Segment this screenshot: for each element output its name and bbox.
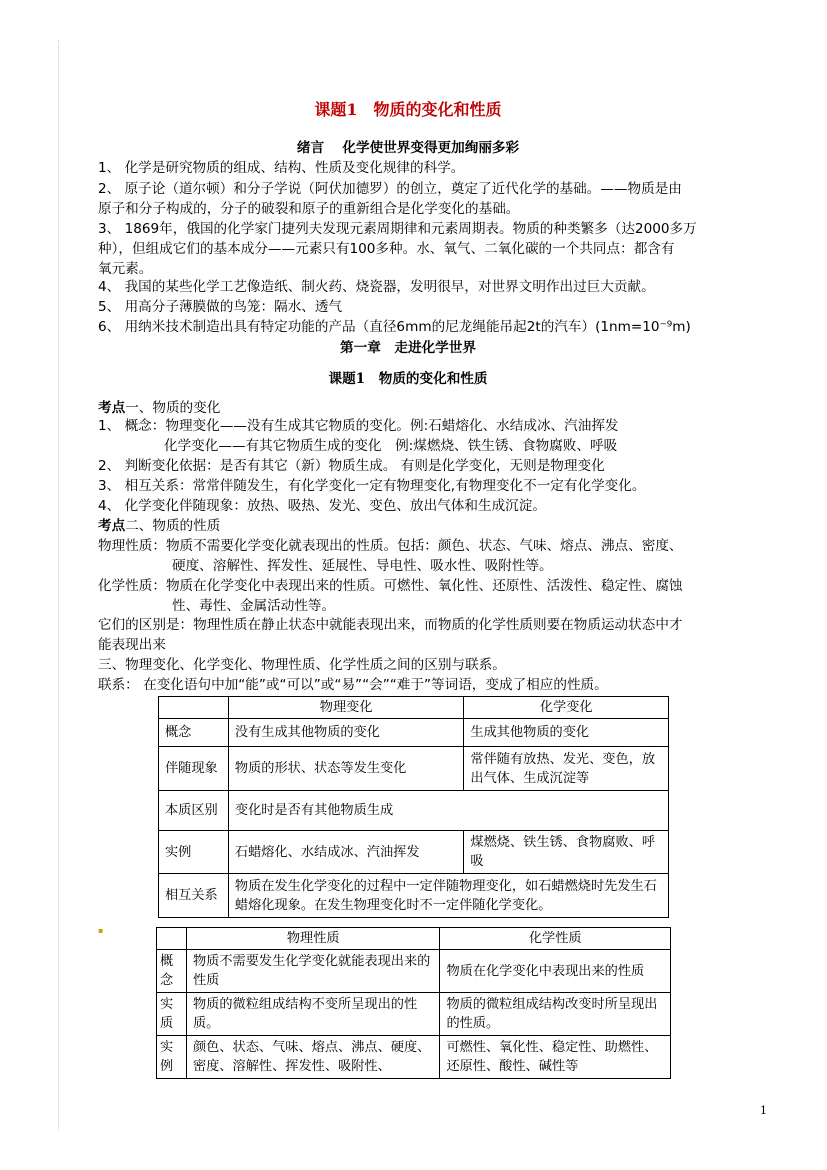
row-label: 实例 (159, 831, 229, 874)
table-header-row (157, 928, 671, 950)
intro-item: 1、 化学是研究物质的组成、结构、性质及变化规律的科学。 (98, 160, 465, 176)
physical-cell: 物质不需要发生化学变化就能表现出来的性质 (186, 950, 439, 993)
merged-cell: 物质在发生化学变化的过程中一定伴随物理变化，如石蜡燃烧时先发生石蜡熔化现象。在发生物理变化时不一定伴随化学变化。 (228, 874, 668, 918)
table-row (159, 874, 669, 918)
point1-heading (98, 398, 718, 418)
table-row (157, 993, 671, 1036)
chemical-cell: 物质的微粒组成结构改变时所呈现出的性质。 (440, 993, 671, 1036)
row-label: 相互关系 (159, 874, 229, 918)
intro-item: 5、 用高分子薄膜做的鸟笼：隔水、透气 (98, 299, 343, 315)
table-row (159, 831, 669, 874)
point1-title: 一、物质的变化 (125, 400, 221, 416)
intro-item: 2、 原子论（道尔顿）和分子学说（阿伏加德罗）的创立，奠定了近代化学的基础。——物质是由 (98, 181, 682, 197)
chapter-heading: 第一章 走进化学世界 (340, 340, 476, 356)
row-label: 本质区别 (159, 791, 229, 831)
point2-title: 二、物质的性质 (125, 518, 221, 534)
point2-line: 三、物理变化、化学变化、物理性质、化学性质之间的区别与联系。 (98, 657, 506, 673)
chemical-cell: 煤燃烧、铁生锈、食物腐败、呼吸 (464, 831, 669, 874)
table-header-cell: 物理性质 (186, 928, 439, 950)
intro-item: 3、 1869年，俄国的化学家门捷列夫发现元素周期律和元素周期表。物质的种类繁多（达2000多万 (98, 221, 697, 237)
physical-cell: 没有生成其他物质的变化 (228, 719, 464, 747)
intro-item: 6、 用纳米技术制造出具有特定功能的产品（直径6mm的尼龙绳能吊起2t的汽车）(1nm=10⁻⁹m) (98, 319, 691, 335)
table-header-cell: 化学变化 (464, 697, 669, 719)
properties-table (156, 927, 671, 1079)
intro-item: 原子和分子构成的，分子的破裂和原子的重新组合是化学变化的基础。 (98, 201, 520, 217)
point1-line: 化学变化——有其它物质生成的变化 例:煤燃烧、铁生锈、食物腐败、呼吸 (164, 438, 618, 454)
margin-guide (58, 40, 59, 1130)
physical-cell: 物质的微粒组成结构不变所呈现出的性质。 (186, 993, 439, 1036)
chemical-cell: 可燃性、氧化性、稳定性、助燃性、还原性、酸性、碱性等 (440, 1036, 671, 1079)
point1-line: 2、 判断变化依据：是否有其它（新）物质生成。 有则是化学变化，无则是物理变化 (98, 458, 605, 474)
chemical-cell: 生成其他物质的变化 (464, 719, 669, 747)
row-label: 实质 (157, 993, 187, 1036)
merged-cell: 变化时是否有其他物质生成 (228, 791, 668, 831)
row-label: 概念 (159, 719, 229, 747)
row-label: 概念 (157, 950, 187, 993)
point1-label: 考点 (98, 400, 126, 416)
table-row (157, 950, 671, 993)
table-row (159, 719, 669, 747)
page-number: 1 (760, 1104, 767, 1117)
changes-table (158, 696, 669, 918)
point1-line: 4、 化学变化伴随现象：放热、吸热、发光、变色、放出气体和生成沉淀。 (98, 498, 546, 514)
intro-item: 4、 我国的某些化学工艺像造纸、制火药、烧瓷器，发明很早，对世界文明作出过巨大贡献。 (98, 279, 655, 295)
point2-heading (98, 516, 718, 536)
point2-line: 物理性质：物质不需要化学变化就表现出的性质。包括：颜色、状态、气味、熔点、沸点、密度、 (98, 538, 683, 554)
point1-line: 3、 相互关系：常常伴随发生，有化学变化一定有物理变化,有物理变化不一定有化学变化。 (98, 478, 646, 494)
point2-line: 硬度、溶解性、挥发性、延展性、导电性、吸水性、吸附性等。 (172, 558, 553, 574)
point2-line: 性、毒性、金属活动性等。 (172, 598, 336, 614)
table-header-cell (159, 697, 229, 719)
row-label: 伴随现象 (159, 747, 229, 791)
table-header-row (159, 697, 669, 719)
intro-item: 氧元素。 (98, 261, 153, 277)
table-header-cell: 物理变化 (228, 697, 464, 719)
lesson-heading: 课题1 物质的变化和性质 (328, 371, 488, 387)
chemical-cell: 物质在化学变化中表现出来的性质 (440, 950, 671, 993)
page-title: 课题1 物质的变化和性质 (314, 100, 502, 119)
physical-cell: 石蜡熔化、水结成冰、汽油挥发 (228, 831, 464, 874)
stray-mark: ▪ (98, 926, 104, 935)
table-row (157, 1036, 671, 1079)
intro-item: 种），但组成它们的基本成分——元素只有100多种。水、氧气、二氧化碳的一个共同点：都含有 (98, 241, 675, 257)
point2-line: 能表现出来 (98, 637, 166, 653)
table-row (159, 747, 669, 791)
point1-line: 1、 概念：物理变化——没有生成其它物质的变化。例:石蜡熔化、水结成冰、汽油挥发 (98, 418, 619, 434)
table-header-cell: 化学性质 (440, 928, 671, 950)
point2-line: 化学性质：物质在化学变化中表现出来的性质。可燃性、氧化性、还原性、活泼性、稳定性、腐蚀 (98, 578, 683, 594)
table-header-cell (157, 928, 187, 950)
point2-line: 联系： 在变化语句中加“能”或“可以”或“易”“会”“难于”等词语，变成了相应的性质。 (98, 677, 608, 693)
table-row (159, 791, 669, 831)
point2-line: 它们的区别是：物理性质在静止状态中就能表现出来，而物质的化学性质则要在物质运动状态中才 (98, 617, 683, 633)
physical-cell: 颜色、状态、气味、熔点、沸点、硬度、密度、溶解性、挥发性、吸附性、 (186, 1036, 439, 1079)
physical-cell: 物质的形状、状态等发生变化 (228, 747, 464, 791)
intro-heading: 绪言 化学使世界变得更加绚丽多彩 (296, 140, 520, 156)
point2-label: 考点 (98, 518, 126, 534)
chemical-cell: 常伴随有放热、发光、变色，放出气体、生成沉淀等 (464, 747, 669, 791)
row-label: 实例 (157, 1036, 187, 1079)
